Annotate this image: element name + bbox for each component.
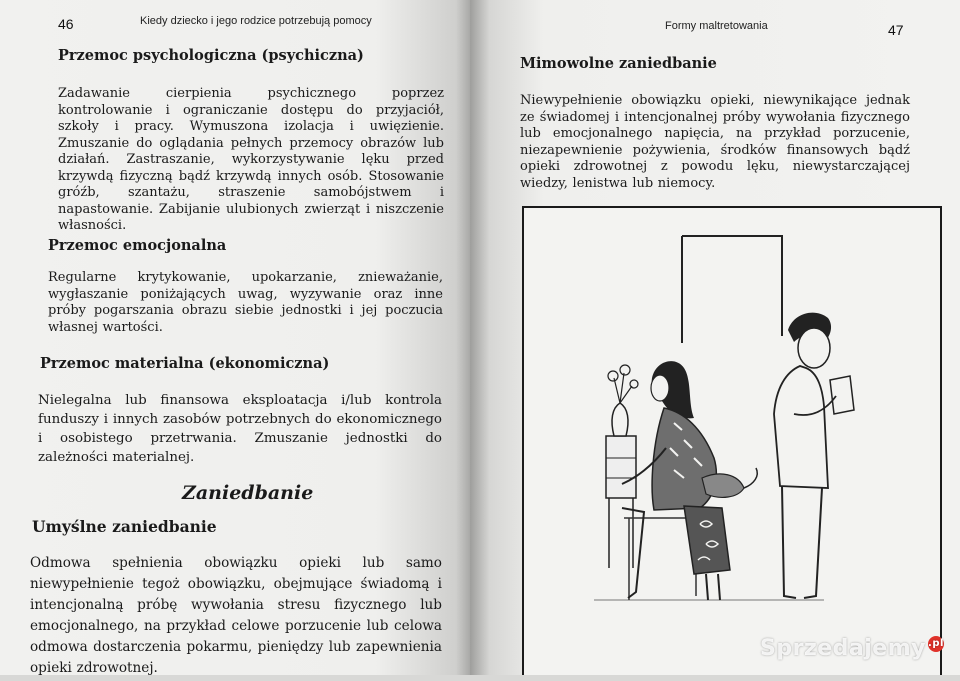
text-unintentional-neglect: Niewypełnienie obowiązku opieki, niewynikające jednak ze świadomej i intencjonalnej próby wywołania fizycznego lub emocjonalnego napięcia, na przykład porzucenie, niezapewnienie pożywienia, środków finansowych bądź opieki zdrowotnej z powodu lęku, niewystarczającej wiedzy, lenistwa lub niemocy. <box>520 93 910 191</box>
text-psychological-abuse: Zadawanie cierpienia psychicznego poprzez kontrolowanie i ograniczanie dostępu do przyjaciół, szkoły i pracy. Wymuszona izolacja i uwięzienie. Zmuszanie do oglądania pełnych przemocy obrazów lub działań. Zastraszanie, wykorzystywanie lęku przed krzywdą fizyczną bądź krzywdą innych osób. Stosowanie gróźb, szantażu, straszenie samobójstwem i napastowanie. Zabijanie ulubionych zwierząt i niszczenie własności. <box>58 86 444 233</box>
page-number-right: 47 <box>888 22 904 38</box>
running-head-right: Formy maltretowania <box>665 20 768 32</box>
running-head-left: Kiedy dziecko i jego rodzice potrzebują pomocy <box>140 15 372 27</box>
text-intentional-neglect: Odmowa spełnienia obowiązku opieki lub samo niewypełnienie tegoż obowiązku, obejmujące świadomą i intencjonalną próbę wywołania stresu fizycznego lub emocjonalnego, na przykład celowe porzucenie lub celowa odmowa dostarczenia pokarmu, pieniędzy lub zapewnienia opieki zdrowotnej. <box>30 555 442 676</box>
illustration-frame <box>522 206 942 675</box>
watermark-text: Sprzedajemy <box>760 636 926 661</box>
watermark-badge: .pl <box>928 636 944 652</box>
site-watermark <box>760 636 944 661</box>
left-page <box>0 0 470 675</box>
text-material-abuse: Nielegalna lub finansowa eksploatacja i/lub kontrola funduszy i innych zasobów potrzebnych do ekonomicznego i osobistego przetrwania. Zmuszanie jednostki do zależności materialnej. <box>38 393 442 465</box>
neglect-illustration <box>524 208 940 677</box>
heading-psychological-abuse: Przemoc psychologiczna (psychiczna) <box>58 47 364 64</box>
text-emotional-abuse: Regularne krytykowanie, upokarzanie, znieważanie, wygłaszanie poniżających uwag, wyzywanie oraz inne próby pogarszania obrazu siebie jednostki i jej poczucia własnej wartości. <box>48 270 443 335</box>
page-number-left: 46 <box>58 16 74 32</box>
heading-unintentional-neglect: Mimowolne zaniedbanie <box>520 55 717 72</box>
heading-emotional-abuse: Przemoc emocjonalna <box>48 237 227 254</box>
heading-intentional-neglect: Umyślne zaniedbanie <box>32 517 217 536</box>
heading-material-abuse: Przemoc materialna (ekonomiczna) <box>40 355 330 372</box>
chapter-title-neglect: Zaniedbanie <box>182 482 314 504</box>
